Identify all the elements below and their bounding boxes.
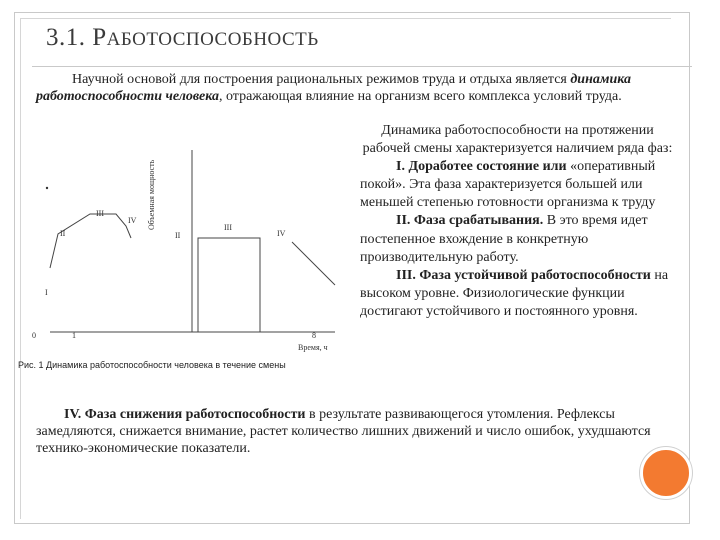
phase-4-paragraph: IV. Фаза снижения работоспособности в результате развивающегося утомления. Рефлексы замедляются, снижается внимание, растет количество лишних движений и число ошибок, ухудшаются технико-экономические показатели. <box>36 407 651 457</box>
phase-1: I. Доработее состояние или «оперативный покой». Эта фаза характеризуется большей или меньшей степенью готовности организма к труду <box>360 159 656 211</box>
phases-intro: Динамика работоспособности на протяжении рабочей смены характеризуется наличием ряда фаз: <box>362 123 673 157</box>
label-p2-iii: III <box>224 223 232 232</box>
label-p2-iv: IV <box>277 229 286 238</box>
lead-paragraph: Научной основой для построения рациональных режимов труда и отдыха является динамика работоспособности человека, отражающая влияние на организм всего комплекса условий труда. <box>36 72 631 104</box>
curve-second-half <box>198 238 260 332</box>
label-x8: 8 <box>312 331 316 340</box>
label-p1-iii: III <box>96 209 104 218</box>
label-x1: 1 <box>72 331 76 340</box>
label-p1-ii: II <box>60 229 66 238</box>
curve-decline <box>292 242 335 285</box>
curve-first-half <box>50 214 131 268</box>
label-p2-ii: II <box>175 231 181 240</box>
y-axis-label: Объемная мощность <box>147 159 156 230</box>
figure-caption: Рис. 1 Динамика работоспособности человека в течение смены <box>18 360 286 370</box>
slide-title: 3.1. РАБОТОСПОСОБНОСТЬ <box>46 24 319 51</box>
phases-column <box>360 122 675 321</box>
orange-circle-decoration <box>640 447 692 499</box>
title-rule <box>32 66 692 67</box>
mark-dot <box>46 187 48 189</box>
x-axis-label: Время, ч <box>298 343 328 352</box>
work-capacity-diagram <box>30 150 355 355</box>
label-p1-iv: IV <box>128 216 137 225</box>
phase-2: II. Фаза срабатывания. В это время идет постепенное вхождение в конкретную производительную работу. <box>360 213 648 265</box>
label-origin: 0 <box>32 331 36 340</box>
phase-3: III. Фаза устойчивой работоспособности на высоком уровне. Физиологические функции достигают устойчивого и постоянного уровня. <box>360 267 669 319</box>
label-axis-i: I <box>45 288 48 297</box>
